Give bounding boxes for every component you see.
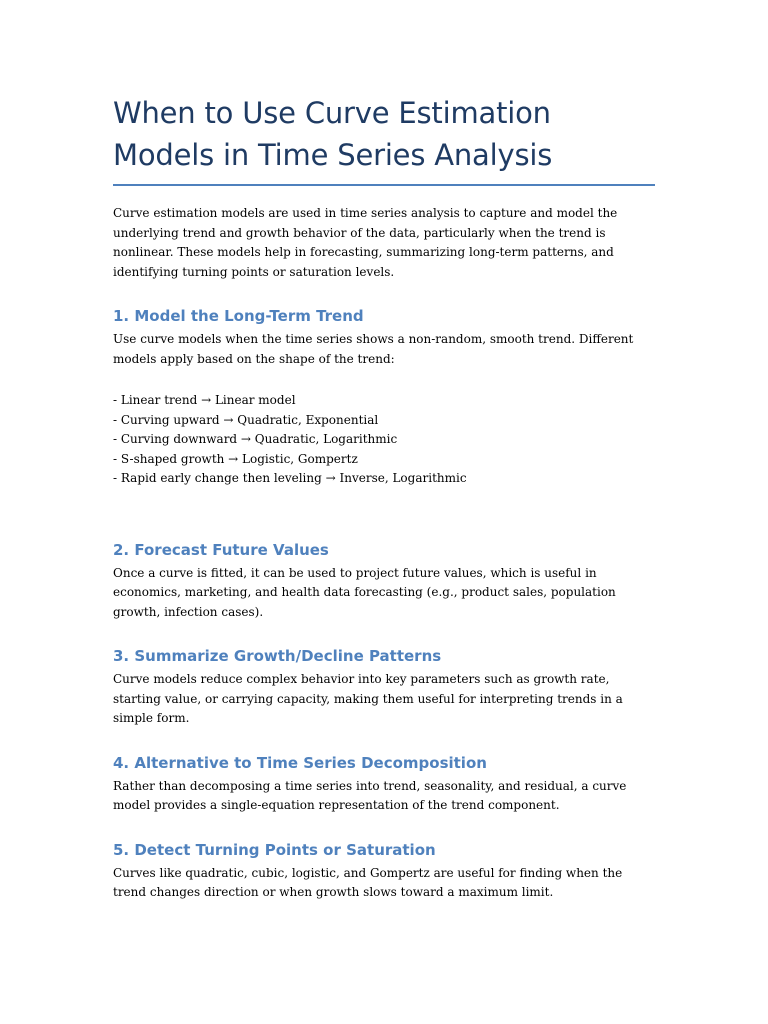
section-heading: 1. Model the Long-Term Trend <box>113 307 364 325</box>
section-heading: 4. Alternative to Time Series Decomposition <box>113 753 487 772</box>
section-body: Curves like quadratic, cubic, logistic, and Gompertz are useful for finding when the trend changes direction or when growth slows toward a maximum limit. <box>113 865 623 899</box>
section-alternative-decomposition <box>113 753 655 816</box>
section-body: Rather than decomposing a time series into trend, seasonality, and residual, a curve model provides a single-equation representation of the trend component. <box>113 778 627 812</box>
list-item: - Curving downward → Quadratic, Logarithmic <box>113 432 398 446</box>
section-summarize-growth-decline <box>113 646 655 729</box>
section-model-long-term-trend <box>113 306 655 489</box>
section-heading: 2. Forecast Future Values <box>113 540 329 559</box>
document-page <box>113 92 655 903</box>
list-item: - Rapid early change then leveling → Inverse, Logarithmic <box>113 471 467 485</box>
section-heading: 3. Summarize Growth/Decline Patterns <box>113 647 442 665</box>
section-forecast-future-values <box>113 540 655 623</box>
intro-paragraph: Curve estimation models are used in time series analysis to capture and model the underlying trend and growth behavior of the data, particularly when the trend is nonlinear. These models help in forecasting, summarizing long-term patterns, and identifying turning points or saturation levels. <box>113 206 618 279</box>
list-item: - Linear trend → Linear model <box>113 393 296 407</box>
section-body: Use curve models when the time series shows a non-random, smooth trend. Different models apply based on the shape of the trend: <box>113 332 634 366</box>
section-detect-turning-points <box>113 840 655 903</box>
list-item: - S-shaped growth → Logistic, Gompertz <box>113 451 358 466</box>
list-item: - Curving upward → Quadratic, Exponential <box>113 412 379 427</box>
page-title: When to Use Curve Estimation Models in Time Series Analysis <box>113 92 655 186</box>
section-heading: 5. Detect Turning Points or Saturation <box>113 840 436 859</box>
trend-model-list <box>113 391 655 489</box>
section-body: Curve models reduce complex behavior into key parameters such as growth rate, starting value, or carrying capacity, making them useful for interpreting trends in a simple form. <box>113 672 623 725</box>
section-body: Once a curve is fitted, it can be used to project future values, which is useful in economics, marketing, and health data forecasting (e.g., product sales, population growth, infection cases). <box>113 565 616 619</box>
